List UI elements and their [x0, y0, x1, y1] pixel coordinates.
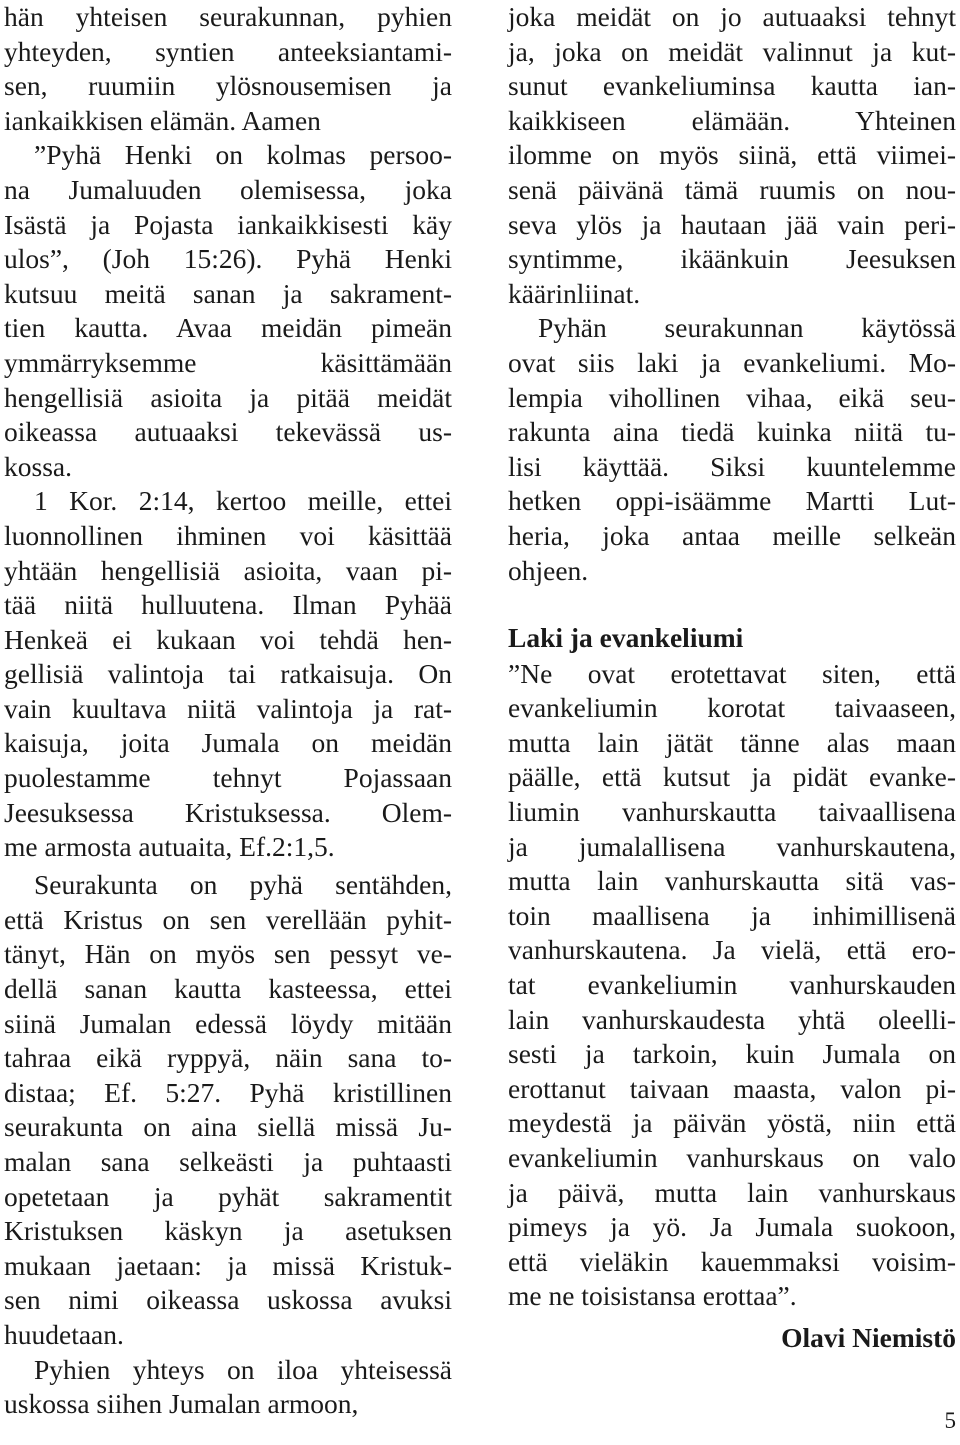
text-line: yhteyden, syntien anteeksiantami- [4, 35, 452, 67]
text-line: distaa; Ef. 5:27. Pyhä kristillinen [4, 1076, 452, 1108]
text-line: 1 Kor. 2:14, kertoo meille, ettei [34, 485, 452, 517]
text-line: oikeassa autuaaksi tekevässä us- [4, 416, 452, 448]
text-line: tänyt, Hän on myös sen pessyt ve- [4, 938, 452, 970]
text-line: sunut evankeliuminsa kautta ian- [508, 70, 956, 102]
text-line: na Jumaluuden olemisessa, joka [4, 173, 452, 205]
text-line: kutsuu meitä sanan ja sakrament- [4, 277, 452, 309]
text-line: käärinliinat. [508, 277, 641, 309]
section-heading: Laki ja evankeliumi [508, 622, 744, 654]
text-line: liumin vanhurskautta taivaallisena [508, 796, 956, 828]
text-line: tat evankeliumin vanhurskauden [508, 969, 956, 1001]
text-line: ”Pyhä Henki on kolmas persoo- [34, 139, 452, 171]
text-line: ymmärryksemme käsittämään [4, 346, 452, 378]
text-line: senä päivänä tämä ruumis on nou- [508, 173, 956, 205]
text-line: Seurakunta on pyhä sentähden, [34, 869, 452, 901]
text-line: tahraa eikä ryppyä, näin sana to- [4, 1042, 452, 1074]
right-column-top [508, 0, 956, 588]
text-line: kossa. [4, 450, 72, 482]
text-line: että Kristus on sen verellään pyhit- [4, 903, 452, 935]
text-line: ilomme on myös siinä, että viimei- [508, 139, 956, 171]
text-line: meydestä ja päivän yöstä, niin että [508, 1107, 956, 1139]
text-line: hän yhteisen seurakunnan, pyhien [4, 1, 452, 32]
text-line: ovat siis laki ja evankeliumi. Mo- [508, 346, 956, 378]
text-line: Henkeä ei kukaan voi tehdä hen- [4, 623, 452, 655]
text-line: että vieläkin kauemmaksi voisim- [508, 1245, 956, 1277]
right-column-bottom [508, 657, 956, 1314]
text-line: evankeliumin korotat taivaaseen, [508, 692, 956, 724]
text-line: yhtään hengellisiä asioita, vaan pi- [4, 554, 452, 586]
text-line: lain vanhurskaudesta yhtä oleelli- [508, 1003, 956, 1035]
text-line: sesti ja tarkoin, kuin Jumala on [508, 1038, 956, 1070]
text-line: joka meidät on jo autuaaksi tehnyt [508, 1, 956, 32]
text-line: lempia vihollinen vihaa, eikä seu- [508, 381, 956, 413]
text-line: Pyhien yhteys on iloa yhteisessä [34, 1353, 452, 1385]
text-line: uskossa siihen Jumalan armoon, [4, 1388, 359, 1420]
text-line: sen, ruumiin ylösnousemisen ja [4, 70, 452, 102]
page-number: 5 [944, 1408, 956, 1433]
text-line: mutta lain vanhurskautta sitä vas- [508, 865, 956, 897]
text-line: Kristuksen käskyn ja asetuksen [4, 1215, 452, 1247]
text-line: pimeys ja yö. Ja Jumala suokoon, [508, 1211, 956, 1243]
text-line: syntimme, ikäänkuin Jeesuksen [508, 243, 956, 275]
left-column [4, 0, 452, 1422]
text-line: seva ylös ja hautaan jää vain peri- [508, 208, 956, 240]
text-line: huudetaan. [4, 1318, 124, 1350]
text-line: Jeesuksessa Kristuksessa. Olem- [4, 796, 452, 828]
text-line: lisi käyttää. Siksi kuuntelemme [508, 450, 956, 482]
text-line: luonnollinen ihminen voi käsittää [4, 519, 452, 551]
text-line: tien kautta. Avaa meidän pimeän [4, 312, 452, 344]
text-line: sen nimi oikeassa uskossa avuksi [4, 1284, 452, 1316]
text-line: Isästä ja Pojasta iankaikkisesti käy [4, 208, 452, 240]
text-line: kaikkiseen elämään. Yhteinen [508, 104, 956, 136]
text-line: päälle, että kutsut ja pidät evanke- [508, 761, 956, 793]
text-line: ja jumalallisena vanhurskautena, [508, 830, 956, 862]
text-line: ”Ne ovat erotettavat siten, että [508, 657, 956, 689]
text-line: ulos”, (Joh 15:26). Pyhä Henki [4, 243, 452, 275]
text-line: mukaan jaetaan: ja missä Kristuk- [4, 1249, 452, 1281]
text-line: vanhurskautena. Ja vielä, että ero- [508, 934, 956, 966]
text-line: seurakunta on aina siellä missä Ju- [4, 1111, 452, 1143]
text-line: iankaikkisen elämän. Aamen [4, 104, 321, 136]
author-signature: Olavi Niemistö [781, 1322, 956, 1353]
text-line: opetetaan ja pyhät sakramentit [4, 1180, 452, 1212]
text-line: dellä sanan kautta kasteessa, ettei [4, 973, 452, 1005]
text-line: hetken oppi-isäämme Martti Lut- [508, 485, 956, 517]
text-line: rakunta aina tiedä kuinka niitä tu- [508, 416, 956, 448]
text-line: heria, joka antaa meille selkeän [508, 519, 956, 551]
text-line: hengellisiä asioita ja pitää meidät [4, 381, 452, 413]
text-line: puolestamme tehnyt Pojassaan [4, 762, 452, 794]
text-line: siinä Jumalan edessä löydy mitään [4, 1007, 452, 1039]
text-line: ja päivä, mutta lain vanhurskaus [508, 1176, 956, 1208]
text-line: vain kuultava niitä valintoja ja rat- [4, 692, 452, 724]
text-line: kaisuja, joita Jumala on meidän [4, 727, 452, 759]
text-line: me armosta autuaita, Ef.2:1,5. [4, 831, 335, 863]
text-line: toin maallisena ja inhimillisenä [508, 899, 956, 931]
text-line: malan sana selkeästi ja puhtaasti [4, 1146, 452, 1177]
text-line: gellisiä valintoja tai ratkaisuja. On [4, 658, 452, 690]
text-line: erottanut taivaan maasta, valon pi- [508, 1072, 956, 1104]
right-column [508, 0, 956, 1314]
text-line: tää niitä hulluutena. Ilman Pyhää [4, 589, 452, 621]
text-line: Pyhän seurakunnan käytössä [538, 312, 956, 344]
text-line: mutta lain jätät tänne alas maan [508, 726, 956, 758]
text-line: me ne toisistansa erottaa”. [508, 1280, 797, 1312]
text-line: ja, joka on meidät valinnut ja kut- [508, 35, 956, 67]
text-line: evankeliumin vanhurskaus on valo [508, 1142, 956, 1173]
text-line: ohjeen. [508, 554, 589, 586]
